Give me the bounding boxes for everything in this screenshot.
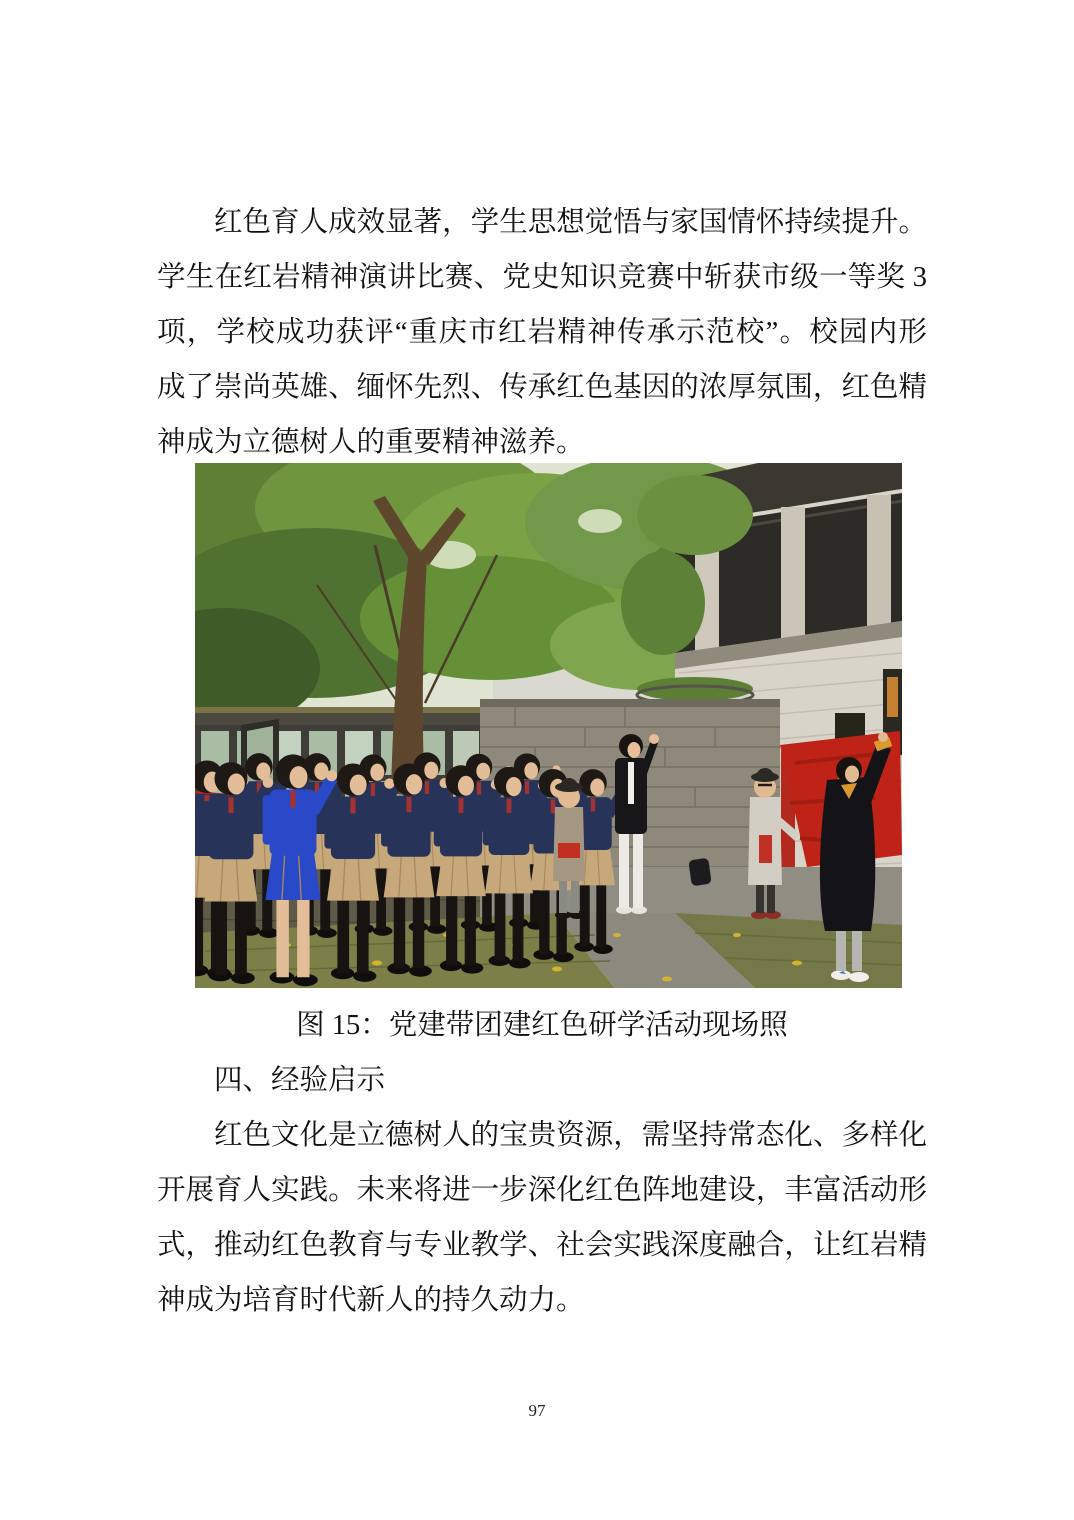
text-line: 式，推动红色教育与专业教学、社会实践深度融合，让红岩精: [157, 1230, 927, 1261]
text-line: 学生在红岩精神演讲比赛、党史知识竞赛中斩获市级一等奖 3: [157, 262, 927, 293]
text-line: 项，学校成功获评“重庆市红岩精神传承示范校”。校园内形: [157, 317, 927, 348]
text-line: 红色文化是立德树人的宝贵资源，需坚持常态化、多样化: [214, 1120, 927, 1151]
figure-15: [195, 463, 902, 988]
text-line: 开展育人实践。未来将进一步深化红色阵地建设，丰富活动形: [157, 1175, 927, 1206]
paragraph-2: [157, 1108, 927, 1328]
text-line: 成了崇尚英雄、缅怀先烈、传承红色基因的浓厚氛围，红色精: [157, 372, 927, 403]
overhang-leaves: [637, 475, 753, 555]
text-line: 神成为立德树人的重要精神滋养。: [157, 427, 585, 458]
section-heading: 四、经验启示: [214, 1065, 386, 1096]
paragraph-1: [157, 195, 927, 470]
red-study-activity-photo: [195, 463, 902, 988]
text-line: 红色育人成效显著，学生思想觉悟与家国情怀持续提升。: [214, 207, 927, 238]
figure-caption: 图 15：党建带团建红色研学活动现场照: [296, 1010, 788, 1041]
page-number: 97: [528, 1401, 546, 1420]
backpack: [688, 858, 711, 887]
text-line: 神成为培育时代新人的持久动力。: [157, 1285, 585, 1316]
